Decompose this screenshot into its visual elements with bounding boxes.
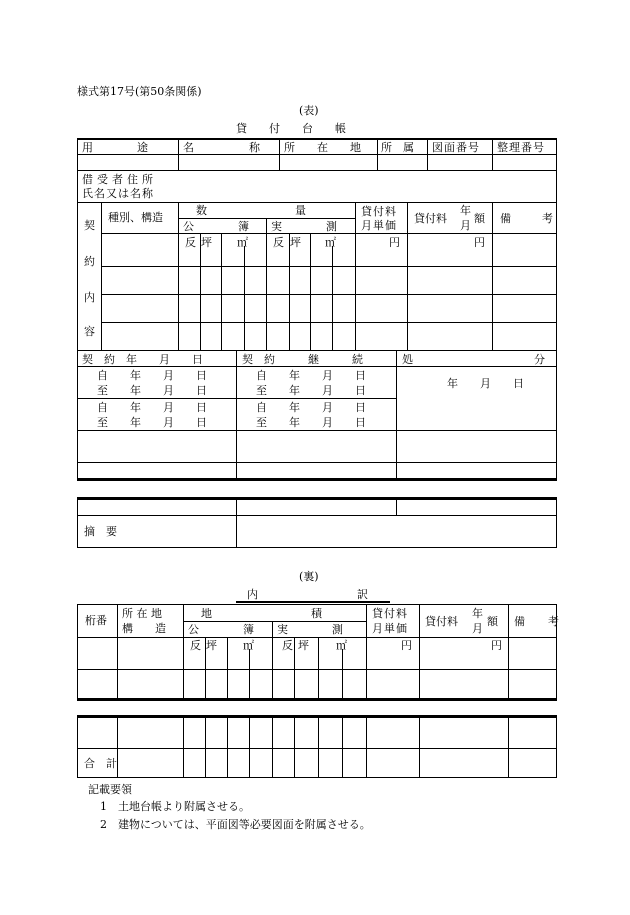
rule — [200, 233, 201, 350]
front-title: 貸 付 台 帳 — [236, 122, 346, 135]
rule — [117, 604, 118, 698]
contract-char-2: 約 — [84, 255, 95, 268]
disposal-label: 処 分 — [402, 353, 545, 366]
rule — [244, 246, 245, 350]
land-area-label: 地 積 — [201, 607, 322, 620]
rule — [310, 233, 311, 350]
rule — [101, 202, 102, 350]
rule — [556, 715, 557, 777]
break-rule — [77, 715, 557, 718]
unit-sqm: ㎡ — [237, 236, 248, 249]
rule — [77, 497, 78, 547]
title-underline — [236, 601, 390, 603]
rule — [77, 170, 557, 171]
rule — [318, 637, 319, 698]
rule — [183, 621, 366, 622]
contract-char-1: 契 — [84, 219, 95, 232]
form-number-label: 様式第17号(第50条関係) — [77, 85, 202, 98]
rule — [272, 621, 273, 698]
back-unit-tan: 反 — [190, 639, 201, 652]
unit-sqm: ㎡ — [325, 236, 336, 249]
rule — [249, 715, 250, 777]
break-rule — [77, 497, 557, 500]
rent-amount-label-b: 額 — [474, 212, 485, 225]
from-date: 自 年 月 日 — [97, 369, 207, 382]
to-date: 至 年 月 日 — [97, 384, 207, 397]
rule — [77, 515, 557, 516]
back-side-label: (裏) — [299, 570, 319, 583]
unit-yen: 円 — [389, 236, 400, 249]
rule — [508, 604, 509, 698]
rule — [77, 462, 557, 463]
unit-tsubo: 坪 — [290, 236, 301, 249]
rule — [492, 202, 493, 350]
rule — [342, 715, 343, 777]
back-unit-tan: 反 — [282, 639, 293, 652]
header-location: 所 在 地 — [284, 141, 361, 154]
rule — [508, 715, 509, 777]
rule — [332, 246, 333, 350]
unit-tan: 反 — [185, 236, 196, 249]
renewal-from-date: 自 年 月 日 — [256, 401, 366, 414]
break-rule — [77, 698, 557, 701]
rule — [227, 637, 228, 698]
rule — [205, 715, 206, 777]
contract-renewal-label: 契 約 継 続 — [242, 353, 363, 366]
rule — [101, 294, 557, 295]
lot-no-label: 桁番 — [85, 614, 107, 627]
unit-tan: 反 — [273, 236, 284, 249]
registry-label: 公 簿 — [183, 220, 249, 233]
rule — [77, 604, 557, 605]
header-purpose: 用 途 — [82, 141, 148, 154]
rule — [77, 669, 557, 670]
back-rent-amount-tsuki: 月 — [472, 622, 483, 635]
rule — [419, 715, 420, 777]
renewal-to-date: 至 年 月 日 — [256, 384, 366, 397]
rule — [77, 715, 78, 777]
rule — [77, 748, 557, 749]
header-affiliation: 所 属 — [381, 141, 414, 154]
rent-amount-nen: 年 — [460, 204, 471, 217]
rule — [266, 218, 267, 350]
rule — [101, 266, 557, 267]
rule — [272, 715, 273, 777]
back-unit-sqm: ㎡ — [336, 639, 347, 652]
rule — [183, 604, 184, 698]
rule — [279, 138, 280, 170]
notes-heading: 記載要領 — [88, 783, 132, 796]
header-name: 名 称 — [183, 141, 260, 154]
rule — [556, 497, 557, 547]
header-ref-no: 整理番号 — [497, 141, 545, 154]
rule — [355, 202, 356, 350]
rent-amount-tsuki: 月 — [460, 219, 471, 232]
rule — [294, 637, 295, 698]
back-unit-sqm: ㎡ — [243, 639, 254, 652]
rule — [396, 350, 397, 478]
rule — [178, 202, 179, 350]
borrower-label-line2: 氏名又は名称 — [82, 187, 154, 200]
unit-yen: 円 — [474, 236, 485, 249]
back-title: 内 訳 — [247, 588, 368, 601]
rule — [77, 430, 557, 431]
rule — [77, 154, 557, 155]
back-unit-tsubo: 坪 — [206, 639, 217, 652]
renewal-from-date: 自 年 月 日 — [256, 369, 366, 382]
rule — [183, 715, 184, 777]
rule — [289, 233, 290, 350]
rule — [178, 138, 179, 170]
rule — [101, 233, 557, 234]
rule — [556, 138, 557, 478]
to-date: 至 年 月 日 — [97, 416, 207, 429]
total-label: 合 計 — [84, 757, 117, 770]
break-rule — [77, 478, 557, 481]
contract-char-3: 内 — [84, 291, 95, 304]
rule — [294, 715, 295, 777]
back-registry-label: 公 簿 — [188, 623, 254, 636]
rule — [236, 497, 237, 547]
back-rent-unit-label-2: 月単価 — [372, 622, 408, 635]
location-structure-label-2: 構 造 — [122, 622, 166, 635]
rent-amount-label-a: 貸付料 — [414, 212, 447, 225]
type-structure-label: 種別、構造 — [108, 211, 163, 224]
rent-unit-label-1: 貸付料 — [361, 205, 397, 218]
survey-label: 実 測 — [271, 220, 337, 233]
rule — [101, 322, 557, 323]
rule — [377, 138, 378, 170]
contract-date-label: 契 約 年 月 日 — [82, 353, 203, 366]
rule — [117, 715, 118, 777]
back-unit-tsubo: 坪 — [298, 639, 309, 652]
rule — [221, 233, 222, 350]
rule — [318, 715, 319, 777]
renewal-to-date: 至 年 月 日 — [256, 416, 366, 429]
disposal-date: 年 月 日 — [447, 377, 524, 390]
back-rent-amount-label-a: 貸付料 — [425, 615, 458, 628]
rule — [77, 604, 78, 698]
back-rent-amount-nen: 年 — [472, 607, 483, 620]
location-structure-label-1: 所 在 地 — [122, 607, 162, 620]
rule — [77, 637, 557, 638]
quantity-label: 数 量 — [196, 204, 306, 217]
rule — [77, 202, 557, 203]
notes-item-2: 2 建物については、平面図等必要図面を附属させる。 — [100, 818, 371, 831]
rule — [77, 138, 557, 140]
rule — [227, 715, 228, 777]
rule — [366, 715, 367, 777]
back-survey-label: 実 測 — [277, 623, 343, 636]
notes-item-1: 1 土地台帳より附属させる。 — [100, 800, 250, 813]
rule — [366, 604, 367, 698]
rule — [492, 138, 493, 170]
rule — [407, 202, 408, 350]
rent-unit-label-2: 月単価 — [361, 219, 397, 232]
rule — [419, 604, 420, 698]
rule — [77, 777, 557, 778]
rule — [77, 366, 557, 367]
back-unit-yen: 円 — [491, 639, 502, 652]
borrower-label-line1: 借受者住所 — [82, 173, 157, 186]
rule — [77, 350, 557, 351]
contract-char-4: 容 — [84, 325, 95, 338]
remarks-label: 備 考 — [500, 212, 563, 225]
back-rent-unit-label-1: 貸付料 — [372, 607, 408, 620]
back-rent-amount-label-b: 額 — [487, 615, 498, 628]
rule — [427, 138, 428, 170]
rule — [236, 350, 237, 478]
rule — [342, 649, 343, 698]
rule — [77, 138, 78, 478]
from-date: 自 年 月 日 — [97, 401, 207, 414]
summary-label: 摘 要 — [84, 525, 117, 538]
back-unit-yen: 円 — [401, 639, 412, 652]
back-remarks-label: 備 考 — [514, 615, 565, 628]
unit-tsubo: 坪 — [201, 236, 212, 249]
rule — [77, 547, 557, 548]
rule — [396, 497, 397, 515]
header-drawing-no: 図面番号 — [432, 141, 480, 154]
rule — [249, 649, 250, 698]
front-side-label: (表) — [299, 104, 319, 117]
